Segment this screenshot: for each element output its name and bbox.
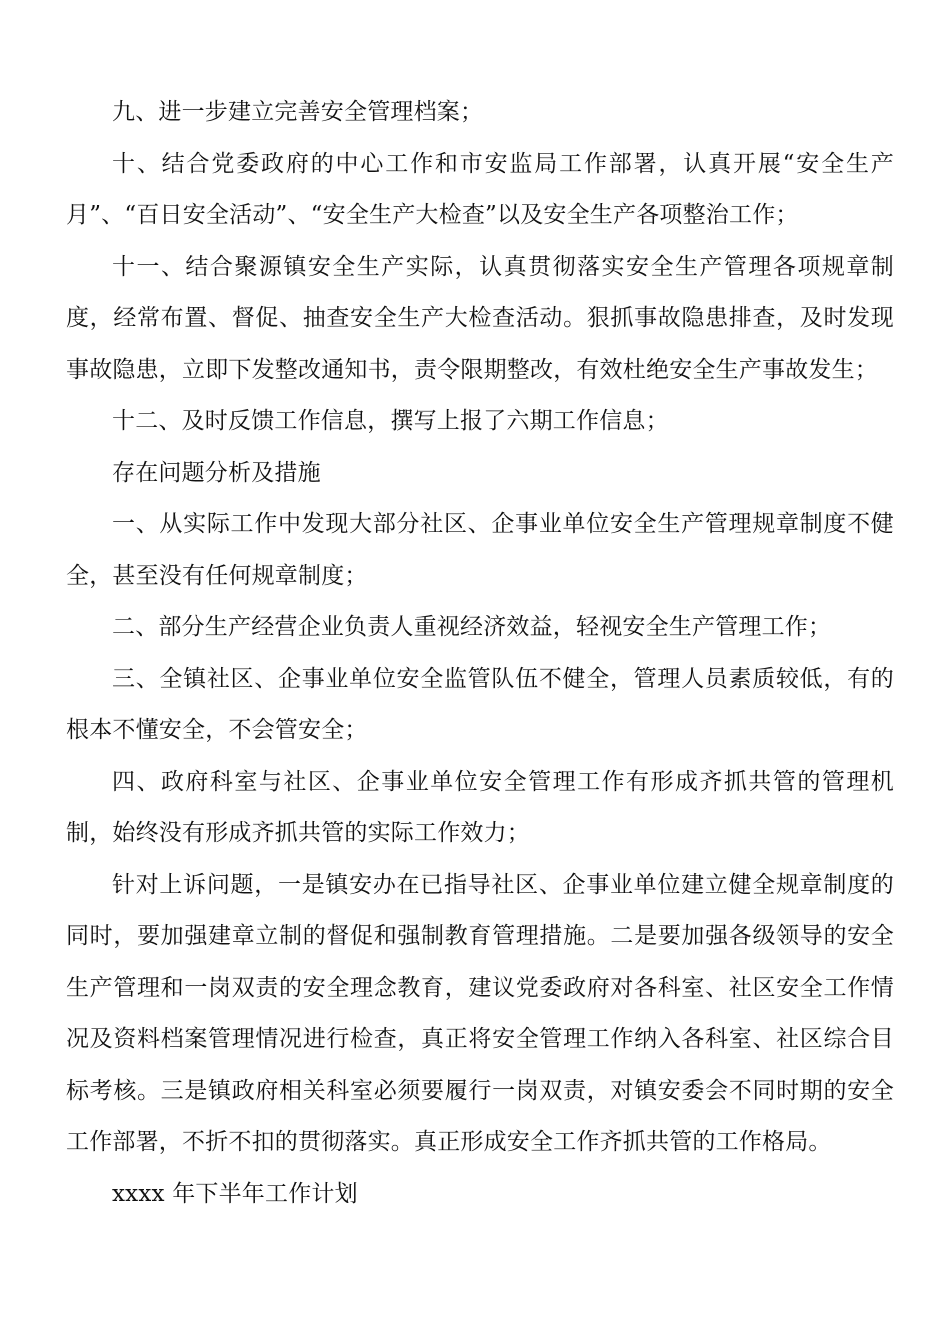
paragraph-item-9: 九、进一步建立完善安全管理档案； [112,99,484,125]
problem-item-2: 二、部分生产经营企业负责人重视经济效益，轻视安全生产管理工作； [112,614,832,640]
problem-item-3: 三、全镇社区、企事业单位安全监管队伍不健全，管理人员素质较低，有的根本不懂安全，不会管安全； [66,665,894,743]
measures-paragraph: 针对上诉问题，一是镇安办在已指导社区、企事业单位建立健全规章制度的同时，要加强建章立制的督促和强制教育管理措施。二是要加强各级领导的安全生产管理和一岗双责的安全理念教育，建议党委政府对各科室、社区安全工作情况及资料档案管理情况进行检查，真正将安全管理工作纳入各科室、社区综合目标考核。三是镇政府相关科室必须要履行一岗双责，对镇安委会不同时期的安全工作部署，不折不扣的贯彻落实。真正形成安全工作齐抓共管的工作格局。 [66,871,894,1155]
problem-item-4: 四、政府科室与社区、企事业单位安全管理工作有形成齐抓共管的管理机制，始终没有形成齐抓共管的实际工作效力； [66,768,894,846]
paragraph-item-11: 十一、结合聚源镇安全生产实际，认真贯彻落实安全生产管理各项规章制度，经常布置、督促、抽查安全生产大检查活动。狠抓事故隐患排查，及时发现事故隐患，立即下发整改通知书，责令限期整改，有效杜绝安全生产事故发生； [66,253,894,383]
problem-item-1: 一、从实际工作中发现大部分社区、企事业单位安全生产管理规章制度不健全，甚至没有任何规章制度； [66,511,894,589]
paragraph-item-10: 十、结合党委政府的中心工作和市安监局工作部署，认真开展“安全生产月”、“百日安全活动”、“安全生产大检查”以及安全生产各项整治工作； [66,150,894,228]
document-body [66,87,894,1220]
section-heading-problems: 存在问题分析及措施 [112,459,321,486]
paragraph-item-12: 十二、及时反馈工作信息，撰写上报了六期工作信息； [112,408,669,434]
section-heading-plan: xxxx 年下半年工作计划 [112,1180,358,1207]
